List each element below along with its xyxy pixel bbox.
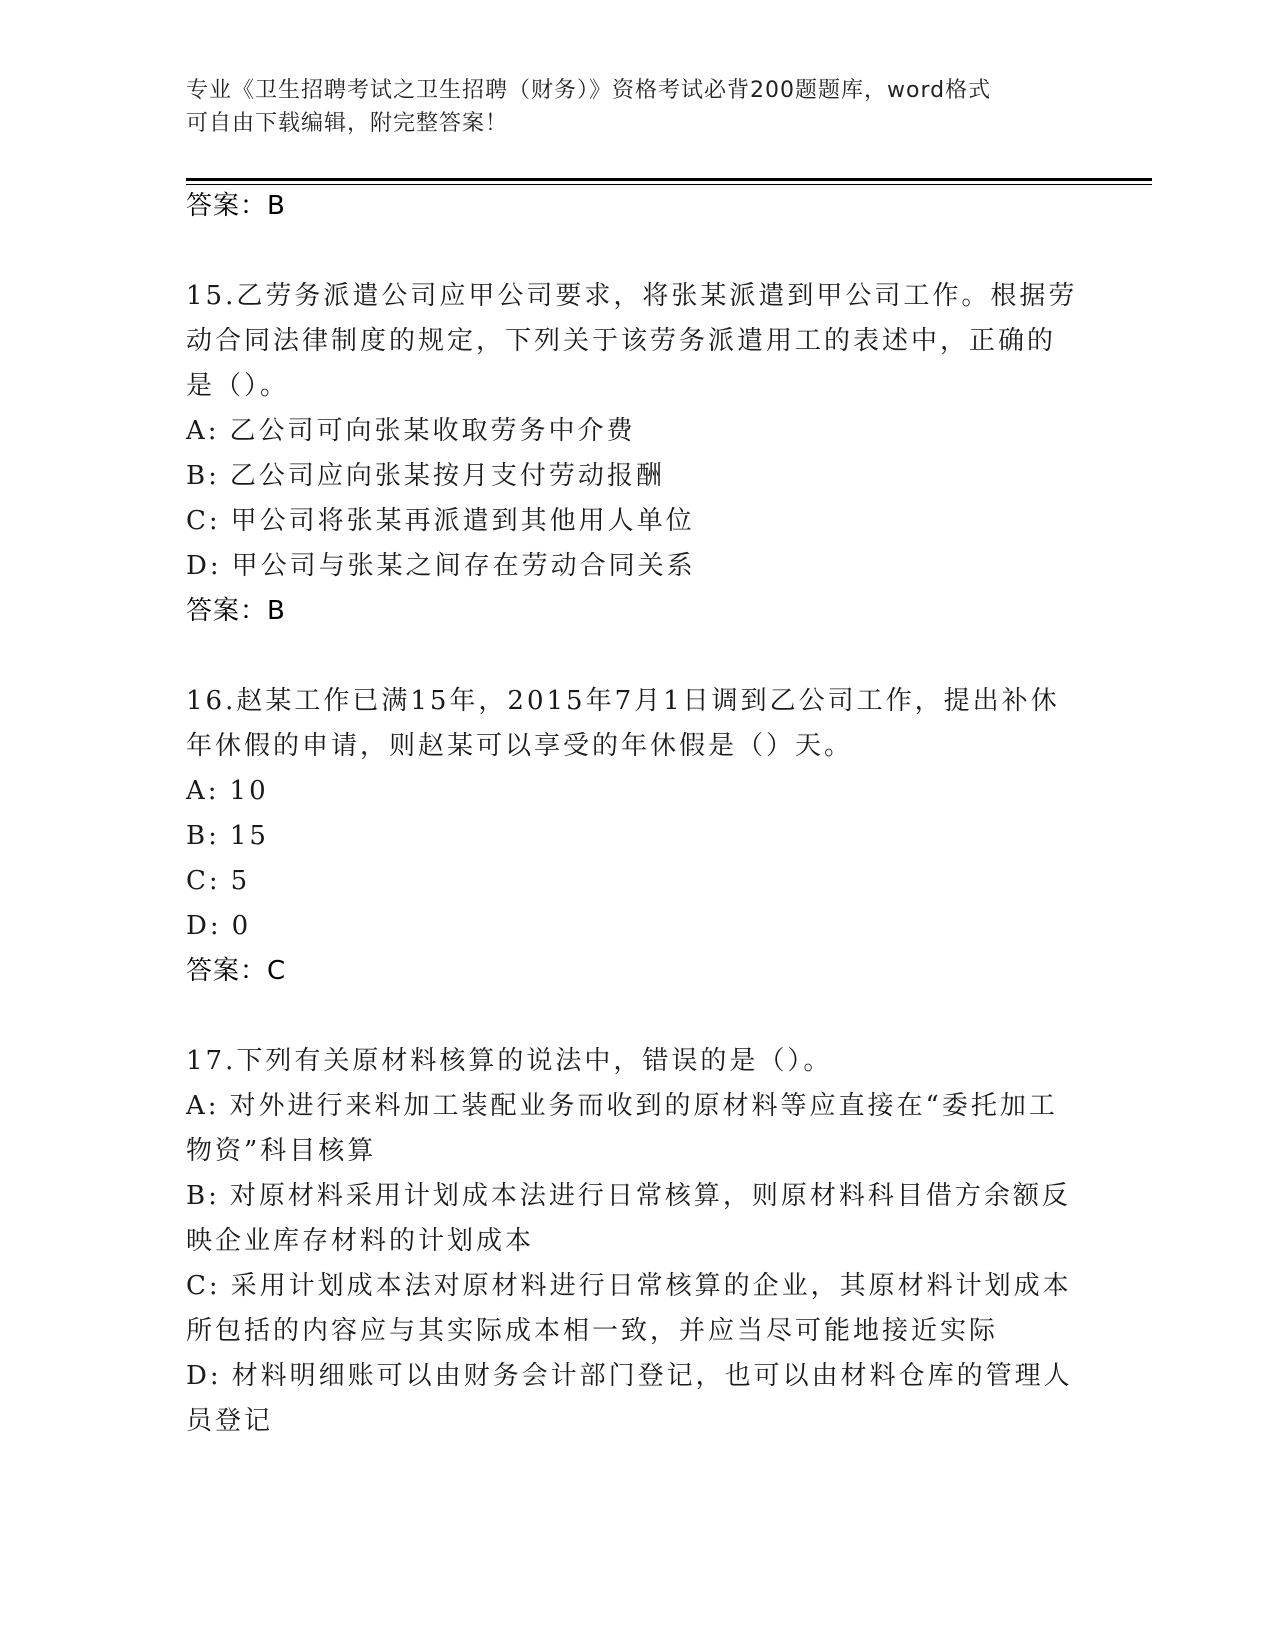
option-text: 采用计划成本法对原材料进行日常核算的企业，其原材料计划成本 [230, 1271, 1072, 1301]
option-text: 5 [230, 866, 251, 896]
question-stem: 16.赵某工作已满15年，2015年7月1日调到乙公司工作，提出补休 [186, 686, 1060, 716]
option-d-continued: 员登记 [186, 1406, 274, 1436]
option-a-continued: 物资”科目核算 [186, 1136, 377, 1166]
document-body [186, 184, 1078, 1444]
question-stem: 15.乙劳务派遣公司应甲公司要求，将张某派遣到甲公司工作。根据劳 [186, 281, 1078, 311]
option-a [186, 1084, 1066, 1129]
question-stem: 是（）。 [186, 371, 290, 401]
option-d [186, 904, 1066, 949]
option-text: 对原材料采用计划成本法进行日常核算，则原材料科目借方余额反 [229, 1181, 1071, 1211]
option-text: 对外进行来料加工装配业务而收到的原材料等应直接在“委托加工 [229, 1091, 1058, 1121]
option-letter: D: [186, 911, 222, 941]
option-text: 0 [231, 911, 252, 941]
option-d [186, 1354, 1073, 1399]
option-letter: B: [186, 461, 220, 491]
option-b [186, 814, 1066, 859]
option-text: 材料明细账可以由财务会计部门登记，也可以由材料仓库的管理人 [231, 1361, 1073, 1391]
option-text: 10 [229, 776, 269, 806]
question-stem: 动合同法律制度的规定，下列关于该劳务派遣用工的表述中，正确的 [186, 326, 1057, 356]
answer-line: 答案：B [186, 191, 286, 221]
option-b [186, 1174, 1071, 1219]
option-b [186, 454, 1066, 499]
option-c [186, 1264, 1072, 1309]
option-c [186, 499, 1066, 544]
option-text: 乙公司应向张某按月支付劳动报酬 [229, 461, 665, 491]
header-line-1: 专业《卫生招聘考试之卫生招聘（财务）》资格考试必背200题题库，word格式 [186, 78, 992, 103]
option-letter: C: [186, 1271, 221, 1301]
header-rule-thick [186, 178, 1152, 181]
option-letter: C: [186, 866, 221, 896]
option-c-continued: 所包括的内容应与其实际成本相一致，并应当尽可能地接近实际 [186, 1316, 999, 1346]
answer-line: 答案：C [186, 956, 287, 986]
header-line-2: 可自由下载编辑，附完整答案！ [186, 111, 509, 136]
option-text: 甲公司将张某再派遣到其他用人单位 [230, 506, 695, 536]
question-block [186, 274, 1078, 634]
option-letter: A: [186, 416, 220, 446]
question-block [186, 1039, 1073, 1444]
document-header [186, 74, 1066, 140]
question-stem: 17.下列有关原材料核算的说法中，错误的是（）。 [186, 1046, 833, 1076]
option-letter: C: [186, 506, 221, 536]
option-letter: D: [186, 1361, 222, 1391]
question-block [186, 679, 1066, 994]
option-a [186, 769, 1066, 814]
option-a [186, 409, 1066, 454]
option-text: 乙公司可向张某收取劳务中介费 [229, 416, 636, 446]
option-letter: B: [186, 1181, 220, 1211]
option-c [186, 859, 1066, 904]
option-text: 甲公司与张某之间存在劳动合同关系 [231, 551, 696, 581]
answer-line: 答案：B [186, 596, 286, 626]
option-text: 15 [229, 821, 269, 851]
option-b-continued: 映企业库存材料的计划成本 [186, 1226, 535, 1256]
question-stem: 年休假的申请，则赵某可以享受的年休假是（）天。 [186, 731, 854, 761]
option-letter: A: [186, 776, 220, 806]
option-letter: A: [186, 1091, 220, 1121]
option-letter: D: [186, 551, 222, 581]
option-letter: B: [186, 821, 220, 851]
option-d [186, 544, 1066, 589]
